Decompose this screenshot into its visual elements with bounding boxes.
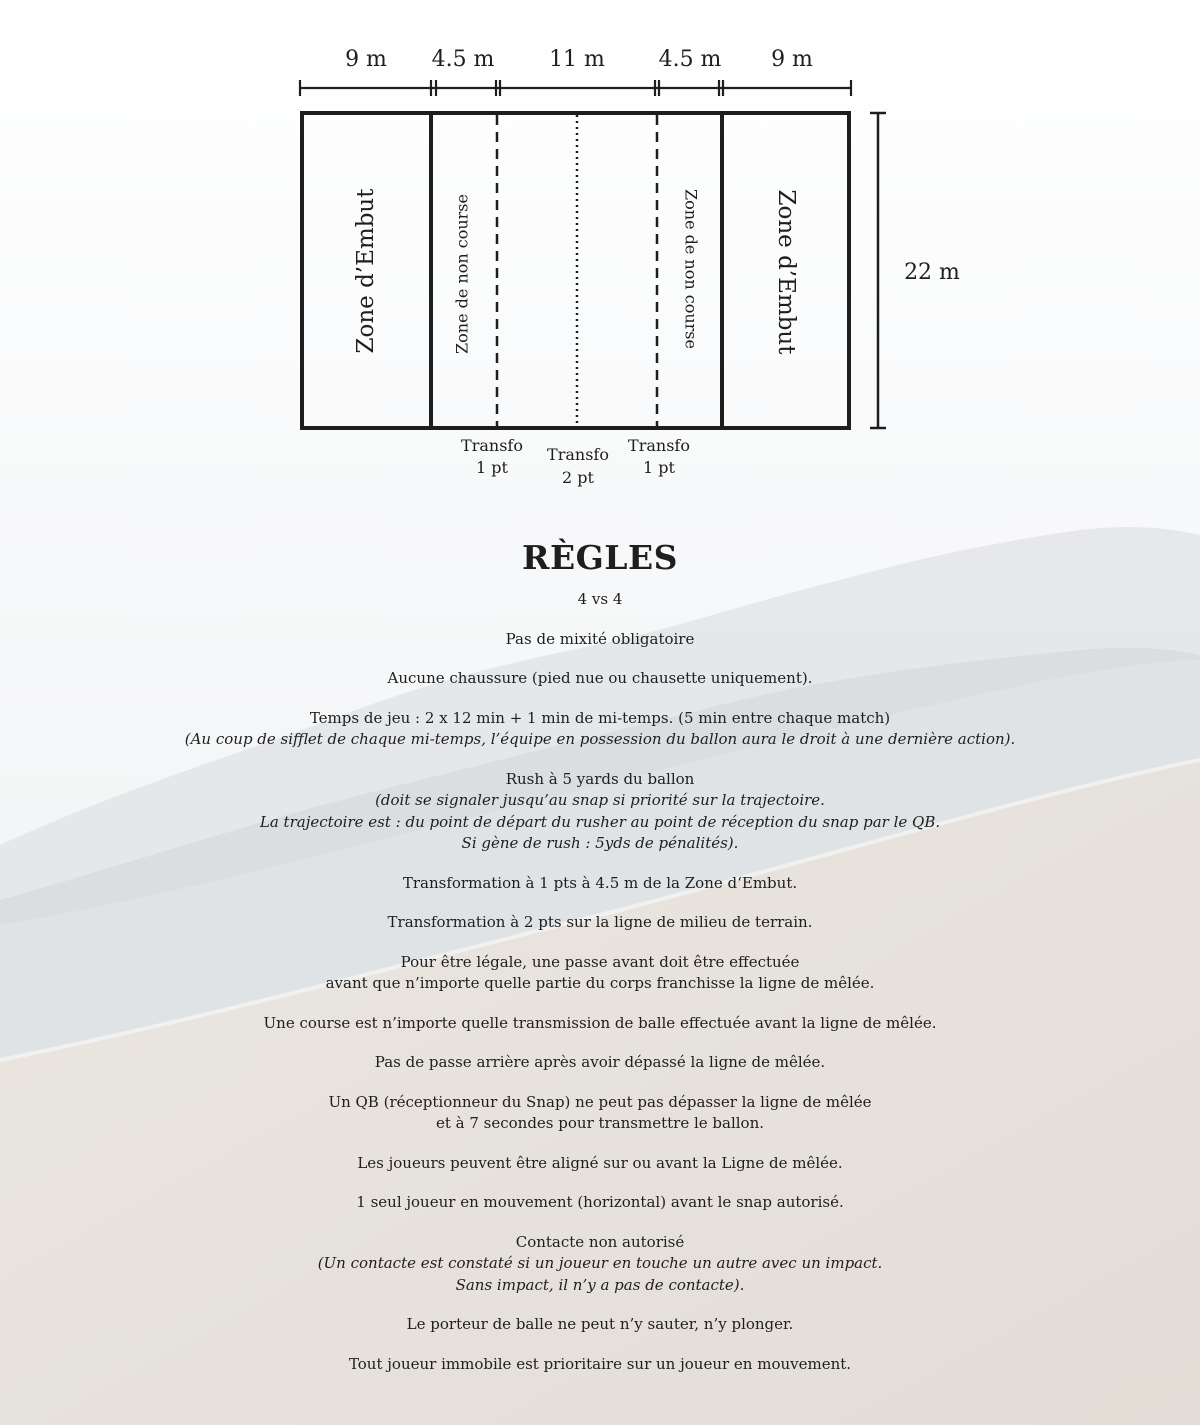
rule-item bbox=[0, 1314, 1200, 1336]
width-dimension-line bbox=[300, 80, 851, 96]
rule-text: Pour être légale, une passe avant doit être effectuée bbox=[400, 952, 800, 971]
width-label-no-run-left: 4.5 m bbox=[431, 47, 495, 72]
conversion-title-1pt-right: Transfo bbox=[628, 436, 690, 455]
rule-text: Les joueurs peuvent être aligné sur ou avant la Ligne de mêlée. bbox=[357, 1153, 843, 1172]
rule-text: Tout joueur immobile est prioritaire sur un joueur en mouvement. bbox=[348, 1354, 852, 1373]
rule-item bbox=[0, 952, 1200, 995]
rule-text: Temps de jeu : 2 x 12 min + 1 min de mi-temps. (5 min entre chaque match) bbox=[309, 708, 891, 727]
rule-note: (doit se signaler jusqu’au snap si priorité sur la trajectoire. bbox=[375, 791, 825, 809]
height-label: 22 m bbox=[904, 260, 960, 285]
height-dimension-line bbox=[870, 113, 886, 428]
width-label-midfield: 11 m bbox=[549, 47, 605, 72]
no-run-zone-label-right: Zone de non course bbox=[681, 189, 701, 349]
rule-item bbox=[0, 1192, 1200, 1214]
rule-text: Transformation à 1 pts à 4.5 m de la Zone d‘Embut. bbox=[402, 873, 798, 892]
rule-text: et à 7 secondes pour transmettre le ballon. bbox=[435, 1114, 765, 1132]
conversion-title-2pt: Transfo bbox=[547, 445, 609, 464]
rule-text: 1 seul joueur en mouvement (horizontal) avant le snap autorisé. bbox=[356, 1193, 844, 1211]
field-outline bbox=[302, 113, 849, 428]
rule-item bbox=[0, 1013, 1200, 1035]
end-zone-label-left: Zone d’Embut bbox=[353, 188, 379, 354]
width-label-end-zone-right: 9 m bbox=[771, 47, 813, 72]
rules-section bbox=[0, 528, 1200, 1393]
rule-text: Rush à 5 yards du ballon bbox=[505, 769, 695, 788]
rule-item bbox=[0, 769, 1200, 855]
rule-item bbox=[0, 912, 1200, 934]
conversion-points-2pt: 2 pt bbox=[562, 468, 594, 487]
conversion-points-1pt-left: 1 pt bbox=[476, 458, 508, 477]
conversion-title-1pt-left: Transfo bbox=[461, 436, 523, 455]
rule-text: Transformation à 2 pts sur la ligne de milieu de terrain. bbox=[387, 913, 813, 931]
rule-item bbox=[0, 873, 1200, 895]
no-run-zone-label-left: Zone de non course bbox=[452, 194, 472, 354]
rule-item bbox=[0, 1354, 1200, 1376]
rule-item bbox=[0, 1092, 1200, 1135]
width-label-no-run-right: 4.5 m bbox=[658, 47, 722, 72]
end-zone-label-right: Zone d’Embut bbox=[773, 189, 799, 355]
rules-title: RÈGLES bbox=[522, 538, 678, 577]
rule-text: avant que n’importe quelle partie du corps franchisse la ligne de mêlée. bbox=[325, 974, 875, 992]
rules-list bbox=[0, 589, 1200, 1375]
rule-note: (Au coup de sifflet de chaque mi-temps, l’équipe en possession du ballon aura le droit à une dernière action). bbox=[184, 730, 1016, 748]
width-label-end-zone-left: 9 m bbox=[345, 47, 387, 72]
rule-item bbox=[0, 668, 1200, 690]
rule-text: Pas de passe arrière après avoir dépassé la ligne de mêlée. bbox=[374, 1053, 826, 1071]
rule-note: Sans impact, il n’y a pas de contacte). bbox=[455, 1275, 745, 1294]
rule-item bbox=[0, 629, 1200, 651]
rule-item bbox=[0, 708, 1200, 751]
field-diagram bbox=[0, 0, 1200, 520]
rule-text: 4 vs 4 bbox=[577, 590, 623, 608]
rule-text: Pas de mixité obligatoire bbox=[505, 629, 695, 648]
conversion-points-1pt-right: 1 pt bbox=[643, 458, 675, 477]
rule-item bbox=[0, 589, 1200, 611]
rule-note: Si gène de rush : 5yds de pénalités). bbox=[461, 834, 739, 852]
rule-item bbox=[0, 1052, 1200, 1074]
rule-text: Le porteur de balle ne peut n’y sauter, n’y plonger. bbox=[406, 1315, 794, 1333]
rule-note: La trajectoire est : du point de départ du rusher au point de réception du snap par le QB. bbox=[259, 812, 941, 831]
rule-item bbox=[0, 1232, 1200, 1297]
rule-note: (Un contacte est constaté si un joueur en touche un autre avec un impact. bbox=[317, 1254, 883, 1272]
rule-text: Une course est n’importe quelle transmission de balle effectuée avant la ligne de mêlée. bbox=[263, 1013, 937, 1032]
rule-text: Un QB (réceptionneur du Snap) ne peut pas dépasser la ligne de mêlée bbox=[328, 1092, 872, 1111]
rule-text: Aucune chaussure (pied nue ou chausette uniquement). bbox=[387, 669, 813, 687]
rule-text: Contacte non autorisé bbox=[515, 1232, 685, 1251]
rule-item bbox=[0, 1153, 1200, 1175]
